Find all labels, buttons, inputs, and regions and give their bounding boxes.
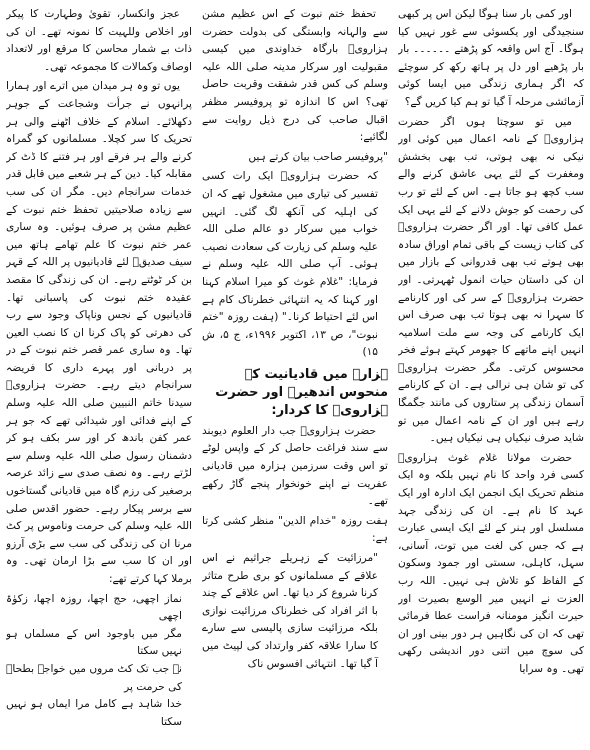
column-1 bbox=[398, 6, 584, 746]
paragraph: اور کمی بار سنا ہوگا لیکن اس پر کبھی سنجیدگی اور یکسوئی سے غور نہیں کیا ہوگا۔ آج اس واقعہ کو پڑھتے ۔۔۔۔۔۔ بار بار پڑھیے اور دل پر ہاتھ رکھ کر سوچئے کہ اگر ہماری زندگی میں ایسا کوئی آزمائشی مرحلہ آ گیا تو ہم کیا کریں گے؟ bbox=[398, 8, 584, 108]
paragraph: حضرت ہزارویؒ جب دار العلوم دیوبند سے سند فراغت حاصل کر کے واپس لوٹے تو اس وقت سرزمین ہزارہ میں قادیانی عفریت نے اپنے خونخوار پنجے گاڑ رکھے تھے۔ bbox=[202, 424, 388, 508]
quote-source: ہفت روزہ "خدام الدین" منظر کشی کرتا ہے: bbox=[202, 514, 388, 545]
quote-body: "مرزائیت کے زہریلے جراثیم نے اس علاقے کے مسلمانوں کو بری طرح متاثر کرنا شروع کر دیا تھا۔ اس علاقے کے چند با اثر افراد کی خطرناک مرزائیت نوازی بلکہ مرزائیت سازی پالیسی سے سارے کا سارا علاقہ کفر وارتداد کی لپیٹ میں آ گیا تھا۔ انتہائی افسوس ناک bbox=[202, 552, 378, 670]
paragraph: عجز وانکسار، تقویٰ وطہارت کا پیکر اور اخلاص وللہیت کا نمونہ تھے۔ ان کی ذات بے شمار محاسن کا مرقع اور لاتعداد اوصاف وکمالات کا مجموعہ تھی۔ bbox=[6, 8, 192, 73]
verse: نماز اچھی، حج اچھا، روزہ اچھا، زکوٰۃ اچھی مگر میں باوجود اس کے مسلماں ہو نہیں سکتا نہ جب تک کٹ مروں میں خواجہ بطحاؐ کی حرمت پر خدا شاہد ہے کامل مرا ایماں ہو نہیں سکتا bbox=[6, 592, 182, 728]
paragraph: یوں تو وہ ہر میدان میں اترے اور ہمارا پرانہوں نے جرأت وشجاعت کے جوہر دکھلائے۔ اسلام کے خلاف اٹھنے والی ہر تحریک کا سر کچلا۔ مسلمانوں کو گمراہ کرنے والے ہر فرقے اور ہر فتنے کا ڈٹ کر مقابلہ کیا۔ دین کے ہر شعبے میں قابل قدر خدمات سرانجام دیں۔ مگر ان کی سب سے زیادہ صلاحیتیں تحفظ ختم نبوت کے عظیم مشن پر صرف ہوئیں۔ وہ ساری عمر ختم نبوت کا علم تھامے ہاتھ میں سیف صدیقؓ لئے قادیانیوں پر اللہ کے قہر بن کر ٹوٹتے رہے۔ ان کی زندگی کا مقصد عقیدہ ختم نبوت کی پاسبانی تھا۔ قادیانیوں کے نجس وناپاک وجود سے رب کی دھرتی کو پاک کرنا ان کا نصب العین تھا۔ وہ ساری عمر قصر ختم نبوت کے در پر دربانی اور پہرے داری کا فریضہ سرانجام دیتے رہے۔ حضرت ہزارویؒ سیدنا خاتم النبیین صلی اللہ علیہ وسلم کے اپنے فدائی اور شیدائی تھے کہ جو ہر عمر کفن باندھ کر اور سر بکف ہو کر دشمنان رسول صلی اللہ علیہ وسلم سے لڑتے رہے۔ وہ نصف صدی سے زائد عرصہ برصغیر کی رزم گاہ میں قادیانی گستاخوں سے برسر پیکار رہے۔ حضور اقدس صلی اللہ علیہ وسلم کی حرمت وناموس پر کٹ مرنا ان کی زندگی کی سب سے بڑی آرزو اور ان کا سب سے بڑا ارمان تھی۔ وہ برملا کہا کرتے تھے: bbox=[6, 80, 192, 585]
column-3 bbox=[6, 6, 192, 746]
section-heading: ہزارہ میں قادیانیت کے منحوس اندھیرے اور حضرت ہزارویؒ کا کردار: bbox=[215, 366, 388, 418]
quote-intro: "پروفیسر صاحب بیان کرتے ہیں bbox=[248, 150, 388, 163]
paragraph: تحفظ ختم نبوت کے اس عظیم مشن سے والہانہ وابستگی کی بدولت حضرت ہزارویؒ بارگاہ خداوندی میں کیسی مقبولیت اور سرکار مدینہ صلی اللہ علیہ وسلم کی کس قدر شفقت وقربت حاصل تھی؟ اس کا اندازہ تو پروفیسر مظفر اقبال صاحب کی درج ذیل روایت سے لگائیے: bbox=[202, 8, 388, 144]
column-2 bbox=[202, 6, 388, 746]
paragraph: میں تو سوچتا ہوں اگر حضرت ہزارویؒ کے نامہ اعمال میں کوئی اور نیکی نہ بھی ہوتی، تب بھی بخشش ومغفرت کے لئے یہی عاشق کرنے والے سب کچھ ہو جاتا ہے۔ اس کے لئے تو رب کی رحمت کو جوش دلانے کے لئے یہی ایک عمل کافی تھا۔ اور اگر حضرت ہزارویؒ کی کتاب زیست کے باقی تمام اوراق سادہ بھی ہوتے تب بھی قدروانی کے بازار میں ان کی داستان حیات انمول ٹھہرتی۔ اور حضرت ہزارویؒ کے سر کی اور کارنامے کا سہرا نہ بھی ہوتا تب بھی صرف اس ایک کارنامے کی وجہ سے ملت اسلامیہ انہیں اپنے ماتھے کا جھومر کہتے ہوئے فخر محسوس کرتی۔ مگر حضرت ہزارویؒ کی تو شان ہی نرالی ہے۔ ان کے کارنامے آسمان زندگی پر ستاروں کی مانند جگمگا رہے ہیں اور ان کے نامہ اعمال میں تو شاید صرف نیکیاں ہی نیکیاں ہیں۔ bbox=[398, 115, 584, 445]
quote-body: کہ حضرت ہزارویؒ ایک رات کسی تفسیر کی تیاری میں مشغول تھے کہ ان کی اہلیہ کی آنکھ لگ گئی۔ انہیں خواب میں سرکار دو عالم صلی اللہ علیہ وسلم کی زیارت کی سعادت نصیب ہوئی۔ آپ صلی اللہ علیہ وسلم نے فرمایا: "غلام غوث کو میرا اسلام کہنا اور کہنا کہ یہ انتہائی خطرناک کام ہے اس لئے احتیاط کرنا۔" (ہفت روزہ "ختم نبوت"، ص ۱۳، اکتوبر ۱۹۹۶ء، ج ۵، ش ۱۵) bbox=[202, 170, 378, 359]
paragraph: حضرت مولانا غلام غوث ہزارویؒ کسی فرد واحد کا نام نہیں بلکہ وہ ایک منظم تحریک ایک انجمن ایک ادارہ اور ایک عہد کا نام ہے۔ ان کی زندگی جہد مسلسل اور ہنر کے لئے ایک ایسی عبارت ہے کہ جس کی لغت میں توت، آسانی، سہل، کاہلی، سستی اور جمود وسکون کے الفاظ کو تلاش ہی نہیں۔ اللہ رب العزت نے انہیں میر الوسع بصیرت اور حیرت انگیز مومنانہ فراست عطا فرمائی تھی کہ ان کی نگاہیں ہر دور بینی اور ان کی سوچ میں اتنی دور اندیشی رکھی تھی۔ وہ سرایا bbox=[398, 451, 584, 675]
